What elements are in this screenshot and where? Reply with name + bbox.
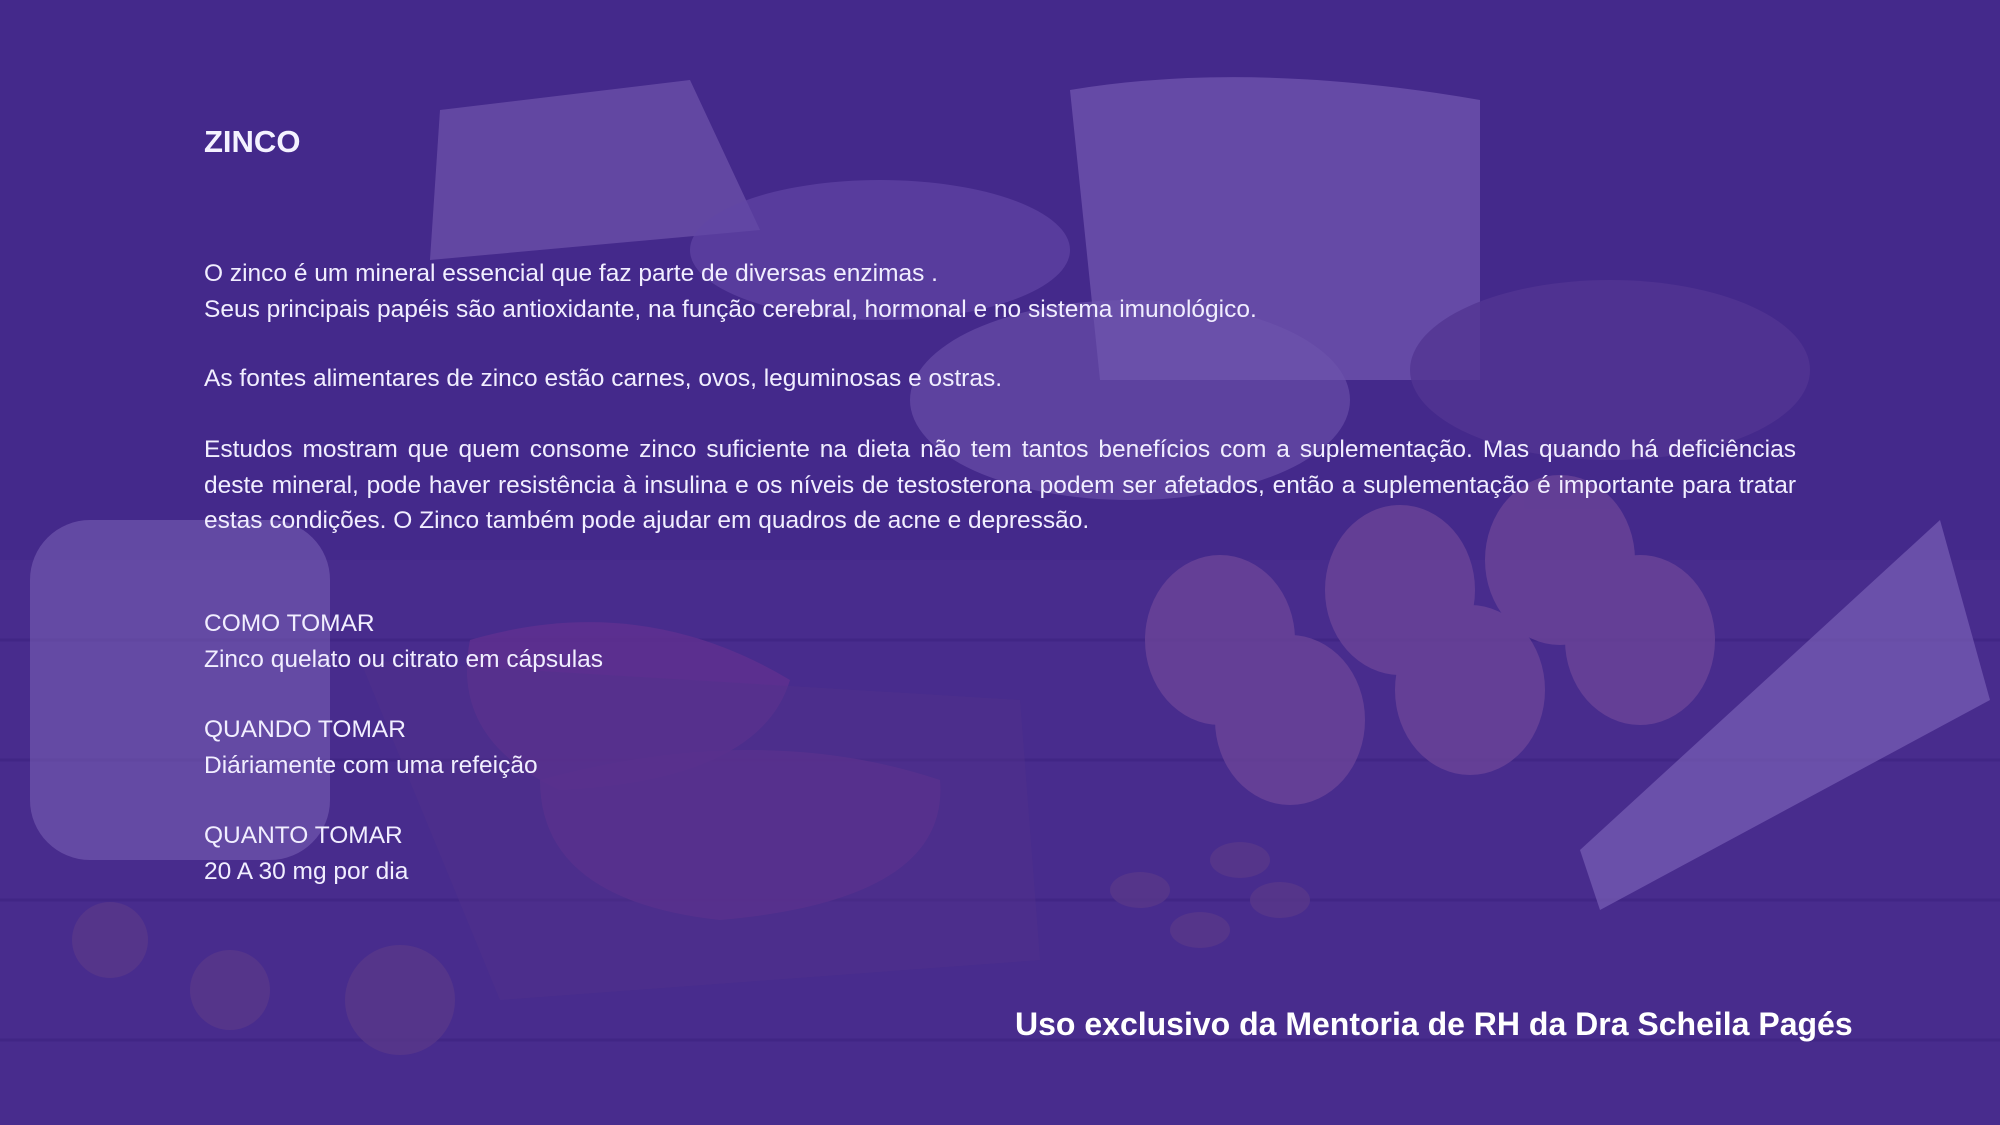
studies-paragraph: Estudos mostram que quem consome zinco suficiente na dieta não tem tantos benefícios com a suplementação. Mas quando há deficiências deste mineral, pode haver resistência à insulina e os níveis de testosterona podem ser afetados, então a suplementação é importante para tratar estas condições. O Zinco também pode ajudar em quadros de acne e depressão.	[204, 436, 1796, 534]
how-heading: COMO TOMAR	[204, 610, 375, 637]
when-section	[204, 712, 1796, 783]
amount-section	[204, 818, 1796, 889]
footer-credit: Uso exclusivo da Mentoria de RH da Dra Scheila Pagés	[1015, 1006, 1853, 1042]
when-text: Diáriamente com uma refeição	[204, 751, 538, 779]
how-section	[204, 606, 1796, 677]
intro-line-1: O zinco é um mineral essencial que faz parte de diversas enzimas .	[204, 260, 938, 287]
page-title: ZINCO	[204, 124, 301, 159]
how-text: Zinco quelato ou citrato em cápsulas	[204, 645, 604, 673]
intro-line-2: Seus principais papéis são antioxidante, na função cerebral, hormonal e no sistema imunológico.	[204, 295, 1257, 323]
amount-heading: QUANTO TOMAR	[204, 822, 403, 849]
amount-text: 20 A 30 mg por dia	[204, 857, 409, 885]
intro-paragraph	[204, 256, 1796, 327]
sources-paragraph: As fontes alimentares de zinco estão carnes, ovos, leguminosas e ostras.	[204, 365, 1003, 392]
when-heading: QUANDO TOMAR	[204, 716, 406, 743]
